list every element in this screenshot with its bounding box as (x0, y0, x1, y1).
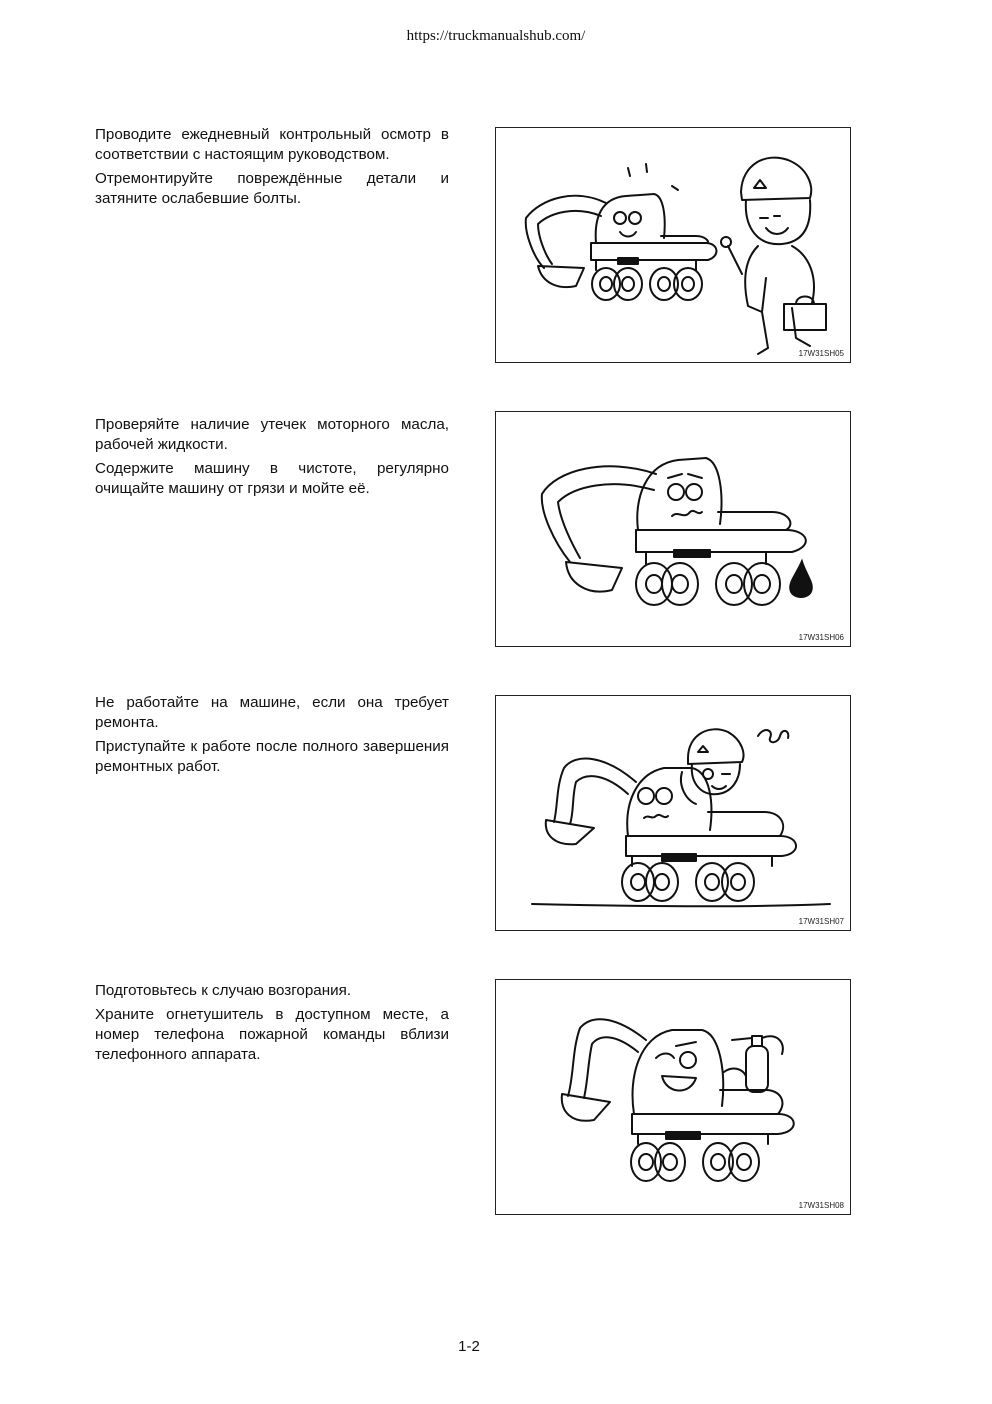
figure-2 (495, 411, 851, 647)
paragraph: Подготовьтесь к случаю возгорания. (95, 982, 352, 999)
figure-code: 17W31SH07 (798, 917, 844, 926)
paragraph: Проводите ежедневный контрольный осмотр в соответствии с настоящим руководством. (95, 126, 449, 163)
excavator-mechanic-illustration (496, 128, 850, 362)
excavator-fire-extinguisher-illustration (496, 980, 850, 1214)
paragraph: Отремонтируйте повреждённые детали и затяните ослабевшие болты. (95, 170, 449, 207)
figure-3 (495, 695, 851, 931)
section-1-text (95, 125, 449, 213)
figure-1 (495, 127, 851, 363)
excavator-oil-leak-illustration (496, 412, 850, 646)
paragraph: Храните огнетушитель в доступном месте, а номер телефона пожарной команды вблизи телефонного аппарата. (95, 1006, 449, 1063)
header-url: https://truckmanualshub.com/ (406, 28, 586, 44)
page-number: 1-2 (458, 1338, 480, 1355)
section-3-text (95, 693, 449, 781)
figure-code: 17W31SH08 (798, 1201, 844, 1210)
figure-code: 17W31SH05 (798, 349, 844, 358)
paragraph: Содержите машину в чистоте, регулярно очищайте машину от грязи и мойте её. (95, 460, 449, 497)
oil-drop-icon (790, 560, 813, 598)
figure-code: 17W31SH06 (798, 633, 844, 642)
figure-4 (495, 979, 851, 1215)
excavator-repair-illustration (496, 696, 850, 930)
paragraph: Приступайте к работе после полного завершения ремонтных работ. (95, 738, 449, 775)
section-2-text (95, 415, 449, 503)
paragraph: Проверяйте наличие утечек моторного масла, рабочей жидкости. (95, 416, 449, 453)
paragraph: Не работайте на машине, если она требует ремонта. (95, 694, 449, 731)
section-4-text (95, 981, 449, 1069)
